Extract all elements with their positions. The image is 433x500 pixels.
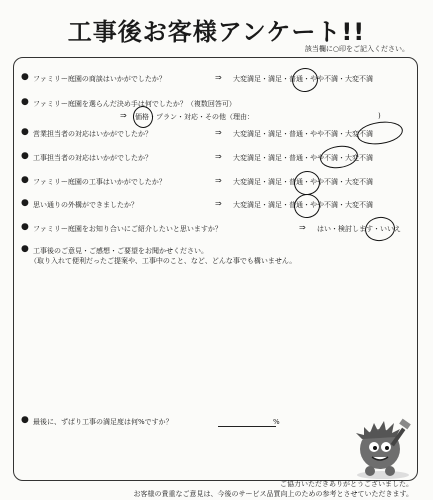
question-2 <box>21 98 411 110</box>
bullet: ● <box>21 175 29 185</box>
question-text: 最後に、ずばり工事の満足度は何%ですか？ <box>33 418 173 426</box>
arrow-icon: ⇒ <box>120 111 127 120</box>
question-6 <box>21 199 411 211</box>
question-text: 思い通りの外構ができましたか？ <box>33 201 138 209</box>
question-text: ファミリー庭園の工事はいかがでしたか？ <box>33 178 166 186</box>
arrow-icon: ⇒ <box>215 176 222 185</box>
question-3 <box>21 128 411 140</box>
question-text: ファミリー庭園の商談はいかがでしたか？ <box>33 75 166 83</box>
bullet: ● <box>21 415 29 425</box>
arrow-icon: ⇒ <box>215 199 222 208</box>
question-7 <box>21 223 411 235</box>
bullet: ● <box>21 244 29 254</box>
question-text: 営業担当者の対応はいかがでしたか？ <box>33 130 152 138</box>
percent-unit: % <box>273 418 280 426</box>
arrow-icon: ⇒ <box>215 128 222 137</box>
question-4 <box>21 152 411 164</box>
answer-choices[interactable]: 大変満足・満足・普通・やや不満・大変不満 <box>233 75 373 83</box>
mascot-illustration <box>350 415 416 481</box>
bullet: ● <box>21 151 29 161</box>
question-text: 工事後のご意見・ご感想・ご要望をお聞かせください。 <box>33 247 208 255</box>
page-title: 工事後お客様アンケート!! <box>67 18 366 46</box>
bullet: ● <box>21 127 29 137</box>
thanks-text: ご協力いただきありがとうございました。 <box>280 480 413 488</box>
answer-choices[interactable]: 価格・プラン・対応・その他（理由： <box>135 113 254 121</box>
bullet: ● <box>21 97 29 107</box>
percent-answer-line[interactable] <box>218 426 276 427</box>
answer-choices[interactable]: 大変満足・満足・普通・やや不満・大変不満 <box>233 154 373 162</box>
question-5 <box>21 176 411 188</box>
close-paren: ) <box>378 112 381 120</box>
answer-choices[interactable]: はい・検討します・いいえ <box>317 225 401 233</box>
footer-note: お客様の貴重なご意見は、今後のサービス品質向上のための参考とさせていただきます。 <box>133 490 413 498</box>
question-text: 工事担当者の対応はいかがでしたか？ <box>33 154 152 162</box>
comment-hint: （取り入れて便利だったご提案や、工事中のこと、など、どんな事でも構いません。 <box>30 257 297 265</box>
question-text: ファミリー庭園をお知り合いにご紹介したいと思いますか？ <box>33 225 222 233</box>
answer-choices[interactable]: 大変満足・満足・普通・やや不満・大変不満 <box>233 130 373 138</box>
answer-choices[interactable]: 大変満足・満足・普通・やや不満・大変不満 <box>233 201 373 209</box>
arrow-icon: ⇒ <box>299 223 306 232</box>
question-1 <box>21 73 411 85</box>
instruction-text: 該当欄に○印をご記入ください。 <box>304 45 409 53</box>
answer-choices[interactable]: 大変満足・満足・普通・やや不満・大変不満 <box>233 178 373 186</box>
bullet: ● <box>21 72 29 82</box>
final-question <box>21 416 221 428</box>
bullet: ● <box>21 222 29 232</box>
bullet: ● <box>21 198 29 208</box>
comment-area[interactable] <box>30 268 410 408</box>
arrow-icon: ⇒ <box>215 73 222 82</box>
question-text: ファミリー庭園を選らんだ決め手は何でしたか？（複数回答可） <box>33 100 236 108</box>
arrow-icon: ⇒ <box>215 152 222 161</box>
